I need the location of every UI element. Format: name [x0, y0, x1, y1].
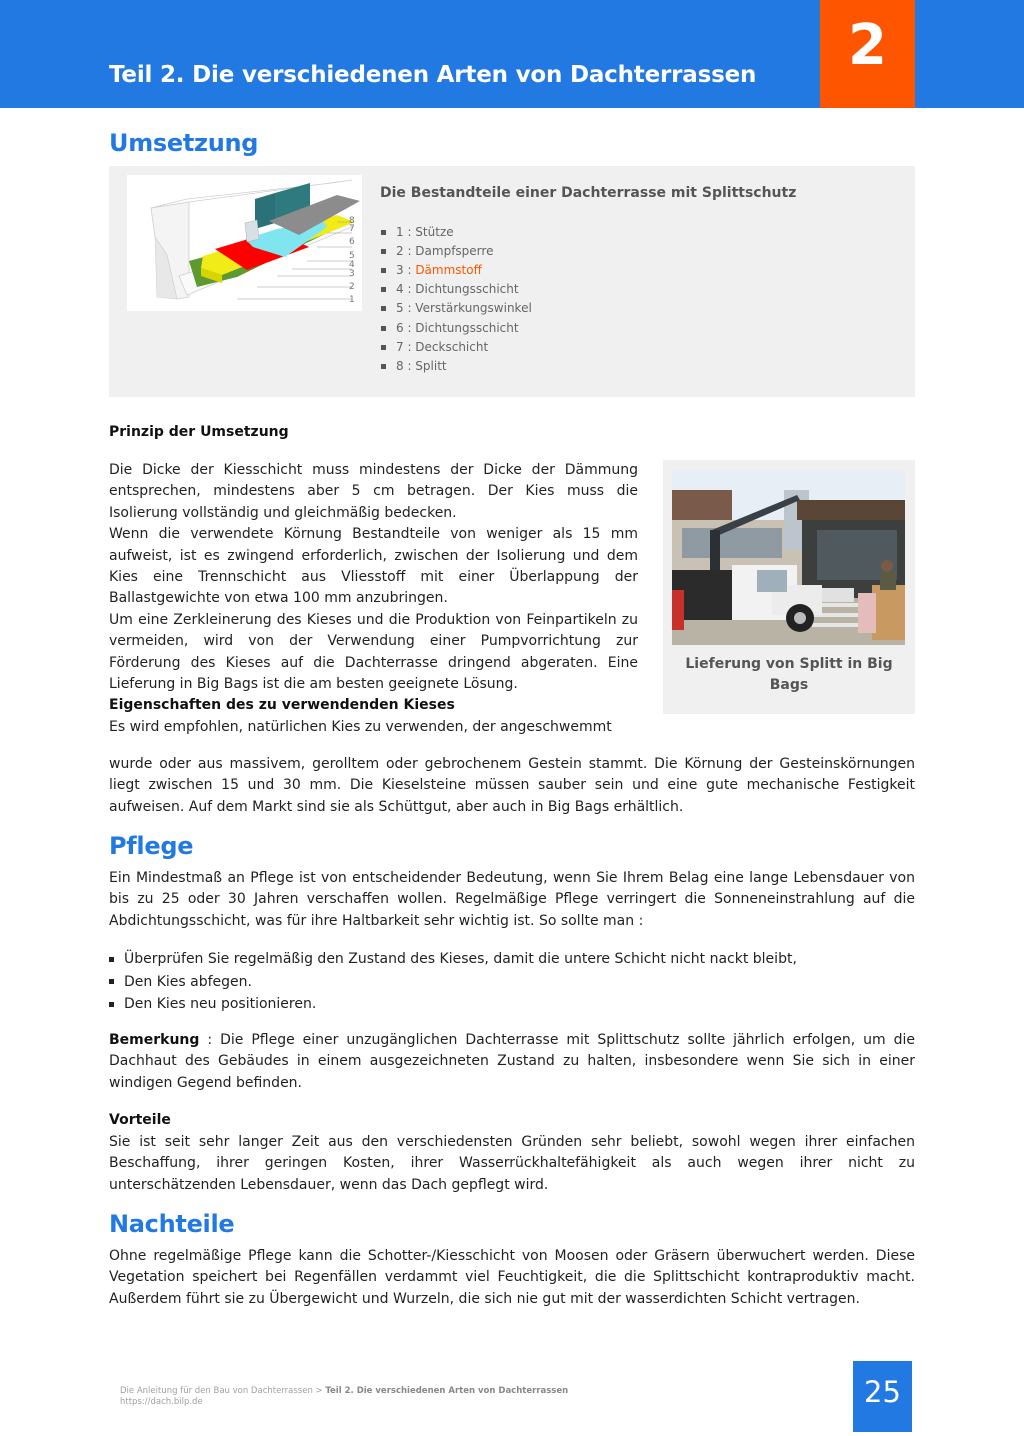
legend-item: 4 : Dichtungsschicht — [381, 280, 532, 299]
svg-text:7: 7 — [349, 224, 355, 234]
legend-item: 6 : Dichtungsschicht — [381, 318, 532, 337]
principle-paragraph-3: Um eine Zerkleinerung des Kieses und die Produktion von Feinpartikeln zu vermeiden, wird von der Verwendung einer Pumpvorrichtung zur Förderung des Kieses auf die Dachterrasse dringend abgeraten. Eine Lieferung in Big Bags ist die am besten geeignete Lösung. — [109, 611, 638, 693]
svg-text:6: 6 — [349, 237, 355, 247]
legend-item: 5 : Verstärkungswinkel — [381, 299, 532, 318]
remark-text: : Die Pflege einer unzugänglichen Dachterrasse mit Splittschutz sollte jährlich erfolgen, um die Dachhaut des Gebäudes in einem ausgezeichneten Zustand zu halten, insbesondere wenn Sie sich in einer windigen Gegend befinden. — [109, 1032, 915, 1091]
list-item: Überprüfen Sie regelmäßig den Zustand des Kieses, damit die untere Schicht nicht nackt bleibt, — [109, 948, 797, 971]
section-heading-umsetzung: Umsetzung — [109, 129, 259, 157]
chapter-number-badge: 2 — [820, 0, 915, 108]
square-bullet-icon — [109, 1002, 114, 1007]
layer-legend — [381, 223, 532, 376]
advantages-paragraph: Sie ist seit sehr langer Zeit aus den verschiedensten Gründen sehr beliebt, sowohl wegen ihrer einfachen Beschaffung, ihrer geringen Kosten, ihrer Wasserrückhaltefähigkeit als auch wegen ihrer nicht zu unterschätzenden Lebensdauer, wenn das Dach gepflegt wird. — [109, 1134, 915, 1193]
daemmstoff-link[interactable]: Dämmstoff — [415, 263, 482, 278]
square-bullet-icon — [109, 979, 114, 984]
properties-heading: Eigenschaften des zu verwendenden Kieses — [109, 697, 455, 714]
roof-layers-diagram — [127, 175, 362, 311]
chapter-title: Teil 2. Die verschiedenen Arten von Dachterrassen — [109, 62, 757, 88]
list-item: Den Kies abfegen. — [109, 971, 797, 994]
legend-item: 2 : Dampfsperre — [381, 242, 532, 261]
truck-crane-photo-icon — [672, 470, 905, 645]
section-heading-nachteile: Nachteile — [109, 1210, 235, 1238]
section-heading-pflege: Pflege — [109, 832, 194, 860]
breadcrumb-separator: > — [312, 1386, 326, 1396]
svg-text:3: 3 — [349, 269, 355, 279]
properties-line-1: Es wird empfohlen, natürlichen Kies zu verwenden, der angeschwemmt — [109, 718, 612, 735]
square-bullet-icon — [381, 287, 386, 292]
photo-caption: Lieferung von Splitt in Big Bags — [685, 656, 893, 693]
remark-label: Bemerkung — [109, 1032, 200, 1048]
footer-breadcrumb — [120, 1386, 568, 1408]
svg-text:4: 4 — [349, 260, 355, 270]
principle-paragraph-1: Die Dicke der Kiesschicht muss mindestens der Dicke der Dämmung entsprechen, mindestens aber 5 cm betragen. Der Kies muss die Isolierung vollständig und gleichmäßig bedecken. — [109, 462, 638, 521]
legend-item: 3 : Dämmstoff — [381, 261, 532, 280]
pflege-paragraph: Ein Mindestmaß an Pflege ist von entscheidender Bedeutung, wenn Sie Ihrem Belag eine lange Lebensdauer von bis zu 25 oder 30 Jahren verschaffen wollen. Regelmäßige Pflege verringert die Sonneneinstrahlung auf die Abdichtungsschicht, was für ihre Haltbarkeit sehr wichtig ist. So sollte man : — [109, 870, 915, 929]
square-bullet-icon — [109, 957, 114, 962]
page-number: 25 — [853, 1361, 912, 1432]
list-item: Den Kies neu positionieren. — [109, 993, 797, 1016]
breadcrumb-root[interactable]: Die Anleitung für den Bau von Dachterrassen — [120, 1386, 313, 1396]
figure-title: Die Bestandteile einer Dachterrasse mit Splittschutz — [380, 185, 797, 201]
svg-text:2: 2 — [349, 282, 355, 292]
roof-layers-illustration-icon — [127, 175, 362, 311]
nachteile-paragraph: Ohne regelmäßige Pflege kann die Schotter-/Kiesschicht von Moosen oder Gräsern überwuchert werden. Diese Vegetation speichert bei Regenfällen verdammt viel Feuchtigkeit, die die Splittschicht kontraproduktiv macht. Außerdem führt sie zu Übergewicht und Wurzeln, die sich nie gut mit der wasserdichten Schicht vertragen. — [109, 1248, 915, 1307]
principle-paragraph-2: Wenn die verwendete Körnung Bestandteile von weniger als 15 mm aufweist, ist es zwingend erforderlich, zwischen der Isolierung und dem Kies eine Trennschicht aus Vliesstoff mit einer Überlappung der Ballastgewichte von etwa 100 mm anzubringen. — [109, 526, 638, 607]
legend-item: 8 : Splitt — [381, 357, 532, 376]
square-bullet-icon — [381, 345, 386, 350]
principle-text — [109, 460, 638, 738]
legend-item: 1 : Stütze — [381, 223, 532, 242]
pflege-bullet-list — [109, 948, 797, 1016]
advantages-heading: Vorteile — [109, 1112, 171, 1128]
footer-url[interactable]: https://dach.bilp.de — [120, 1397, 203, 1407]
delivery-photo — [672, 470, 905, 645]
principle-heading: Prinzip der Umsetzung — [109, 424, 289, 440]
square-bullet-icon — [381, 306, 386, 311]
breadcrumb-current: Teil 2. Die verschiedenen Arten von Dachterrassen — [325, 1386, 569, 1396]
square-bullet-icon — [381, 364, 386, 369]
square-bullet-icon — [381, 268, 386, 273]
square-bullet-icon — [381, 249, 386, 254]
legend-item: 7 : Deckschicht — [381, 338, 532, 357]
remark-paragraph — [109, 1030, 915, 1094]
square-bullet-icon — [381, 230, 386, 235]
delivery-photo-figure — [663, 460, 915, 714]
properties-paragraph: wurde oder aus massivem, gerolltem oder gebrochenem Gestein stammt. Die Körnung der Gesteinskörnungen liegt zwischen 15 und 30 mm. Die Kieselsteine müssen sauber sein und eine gute mechanische Festigkeit aufweisen. Auf dem Markt sind sie als Schüttgut, aber auch in Big Bags erhältlich. — [109, 756, 915, 815]
roof-layers-figure — [109, 166, 915, 397]
svg-text:1: 1 — [349, 295, 355, 305]
svg-text:5: 5 — [349, 251, 355, 261]
svg-text:8: 8 — [349, 216, 355, 226]
square-bullet-icon — [381, 326, 386, 331]
